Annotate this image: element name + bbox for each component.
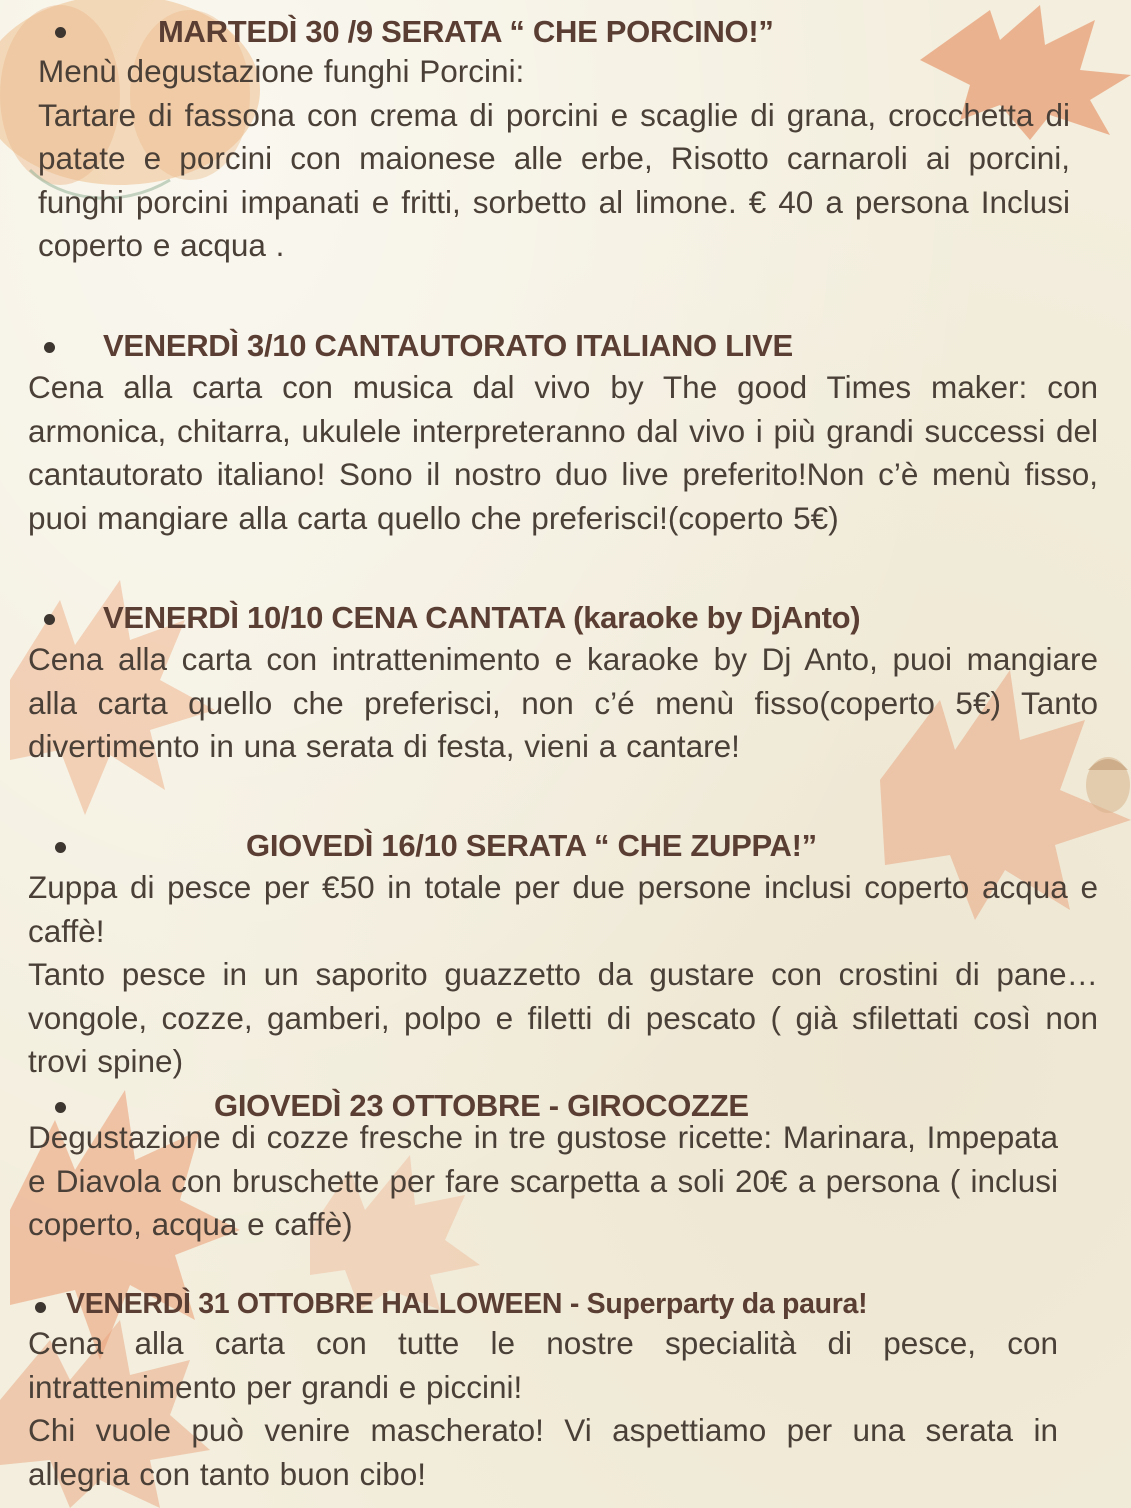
event-heading: GIOVEDÌ 16/10 SERATA “ CHE ZUPPA!” bbox=[246, 828, 817, 863]
event-description: Cena alla carta con tutte le nostre specialità di pesce, con intrattenimento per grandi e piccini! Chi vuole può venire mascherato! Vi aspettiamo per una serata in allegria con tanto buon cibo! bbox=[28, 1325, 1058, 1492]
event-heading: VENERDÌ 31 OTTOBRE HALLOWEEN - Superparty da paura! bbox=[66, 1288, 868, 1320]
event-description: Degustazione di cozze fresche in tre gustose ricette: Marinara, Impepata e Diavola con bruschette per fare scarpetta a soli 20€ a persona ( inclusi coperto, acqua e caffè) bbox=[28, 1119, 1058, 1242]
bullet-icon bbox=[44, 614, 55, 625]
event-heading: GIOVEDÌ 23 OTTOBRE - GIROCOZZE bbox=[214, 1088, 749, 1123]
bullet-icon bbox=[55, 1102, 66, 1113]
event-description: Cena alla carta con intrattenimento e karaoke by Dj Anto, puoi mangiare alla carta quello che preferisci, non c’é menù fisso(coperto 5€) Tanto divertimento in una serata di festa, vieni a cantare! bbox=[28, 641, 1098, 764]
event-description: Cena alla carta con musica dal vivo by The good Times maker: con armonica, chitarra, ukulele interpreteranno dal vivo i più grandi successi del cantautorato italiano! Sono il nostro duo live preferito!Non c’è menù fisso, puoi mangiare alla carta quello che preferisci!(coperto 5€) bbox=[28, 369, 1098, 536]
bullet-icon bbox=[55, 842, 66, 853]
event-heading: VENERDÌ 3/10 CANTAUTORATO ITALIANO LIVE bbox=[103, 328, 793, 363]
bullet-icon bbox=[55, 27, 66, 38]
bullet-icon bbox=[44, 342, 55, 353]
bullet-icon bbox=[35, 1302, 46, 1313]
event-description: Zuppa di pesce per €50 in totale per due persone inclusi coperto acqua e caffè! Tanto pesce in un saporito guazzetto da gustare con crostini di pane…vongole, cozze, gamberi, polpo e filetti di pescato ( già sfilettati così non trovi spine) bbox=[28, 869, 1098, 1079]
event-description: Menù degustazione funghi Porcini: Tartare di fassona con crema di porcini e scaglie di grana, crocchetta di patate e porcini con maionese alle erbe, Risotto carnaroli ai porcini, funghi porcini impanati e fritti, sorbetto al limone. € 40 a persona Inclusi coperto e acqua . bbox=[38, 53, 1070, 263]
event-heading: VENERDÌ 10/10 CENA CANTATA (karaoke by DjAnto) bbox=[103, 600, 861, 635]
event-heading: MARTEDÌ 30 /9 SERATA “ CHE PORCINO!” bbox=[158, 14, 774, 49]
